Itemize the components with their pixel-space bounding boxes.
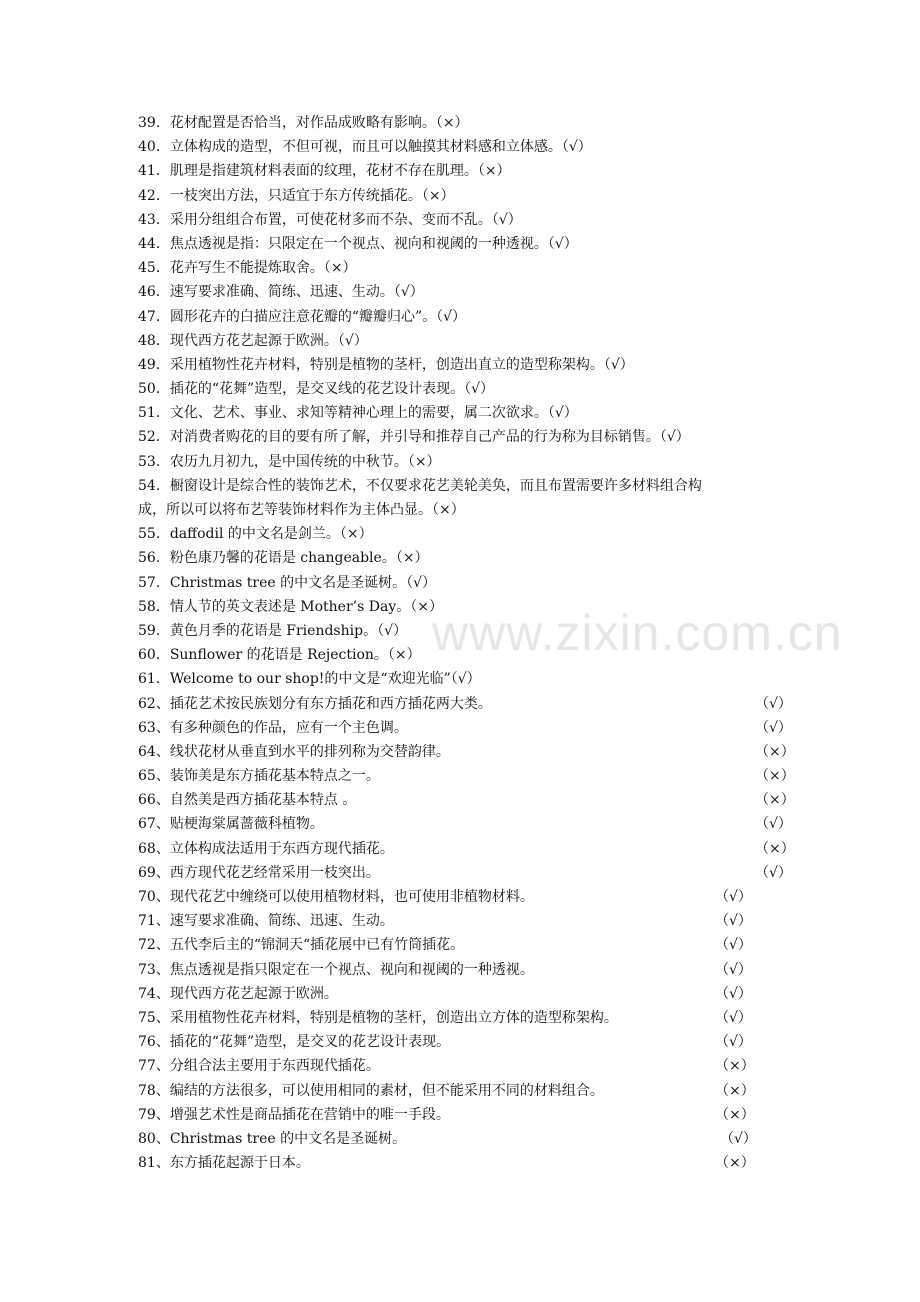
list-item: [138, 159, 798, 183]
item-answer: （√）: [720, 1130, 757, 1147]
item-text: 肌理是指建筑材料表面的纹理，花材不存在肌理。（×）: [169, 163, 511, 180]
item-text: 粉色康乃馨的花语是 changeable。（×）: [169, 550, 429, 567]
item-number: 63、: [138, 719, 170, 736]
item-answer: （×）: [715, 1155, 755, 1172]
item-number: 45．: [138, 260, 170, 277]
list-item: [138, 982, 798, 1006]
item-answer: （√）: [715, 937, 752, 954]
item-answer: （√）: [715, 985, 752, 1002]
list-item: [138, 450, 798, 474]
list-item: [138, 377, 798, 401]
list-item: [138, 619, 798, 643]
list-item: [138, 692, 798, 716]
item-text: 编结的方法很多，可以使用相同的素材，但不能采用不同的材料组合。: [169, 1082, 604, 1099]
item-text: 贴梗海棠属蔷薇科植物。: [169, 816, 324, 833]
item-number: 81、: [138, 1155, 170, 1172]
list-item: [138, 111, 798, 135]
list-item: [138, 1079, 798, 1103]
list-item: [138, 764, 798, 788]
item-answer: （×）: [755, 792, 795, 809]
item-number: 76、: [138, 1034, 170, 1051]
list-item: [138, 667, 798, 691]
item-number: 79、: [138, 1106, 170, 1123]
item-answer: （×）: [715, 1058, 755, 1075]
item-text: Christmas tree 的中文名是圣诞树。: [169, 1130, 407, 1147]
item-number: 49．: [138, 356, 170, 373]
list-item: [138, 595, 798, 619]
item-text: 西方现代花艺经常采用一枝突出。: [169, 864, 380, 881]
item-number: 41．: [138, 163, 170, 180]
item-answer: （×）: [715, 1106, 755, 1123]
item-answer: （√）: [755, 719, 792, 736]
item-number: 53．: [138, 453, 170, 470]
item-text: 橱窗设计是综合性的装饰艺术，不仅要求花艺美轮美奂，而且布置需要许多材料组合构: [169, 477, 702, 494]
list-item: [138, 861, 798, 885]
item-text: 现代花艺中缠绕可以使用植物材料，也可使用非植物材料。: [169, 889, 534, 906]
list-item: [138, 1127, 798, 1151]
item-answer: （√）: [715, 889, 752, 906]
list-item: [138, 1151, 798, 1175]
item-answer: （√）: [755, 695, 792, 712]
item-text: 情人节的英文表述是 Mother’s Day。（×）: [169, 598, 443, 615]
item-number: 48．: [138, 332, 170, 349]
item-text: 立体构成法适用于东西方现代插花。: [169, 840, 394, 857]
question-list: [138, 111, 798, 1175]
item-answer: （√）: [715, 1034, 752, 1051]
list-item: [138, 329, 798, 353]
item-number: 58．: [138, 598, 170, 615]
item-number: 42．: [138, 187, 170, 204]
list-item: [138, 474, 798, 522]
item-text: 采用植物性花卉材料，特别是植物的茎杆，创造出立方体的造型称架构。: [169, 1009, 618, 1026]
item-number: 66、: [138, 792, 170, 809]
item-number: 55．: [138, 526, 170, 543]
item-text: 采用植物性花卉材料，特别是植物的茎杆，创造出直立的造型称架构。（√）: [169, 356, 634, 373]
item-number: 69、: [138, 864, 170, 881]
item-text: 速写要求准确、简练、迅速、生动。: [169, 913, 394, 930]
item-text: 增强艺术性是商品插花在营销中的唯一手段。: [169, 1106, 450, 1123]
list-item: [138, 546, 798, 570]
item-text: 现代西方花艺起源于欧洲。（√）: [169, 332, 368, 349]
item-number: 80、: [138, 1130, 170, 1147]
item-text: 一枝突出方法，只适宜于东方传统插花。（×）: [169, 187, 455, 204]
item-number: 57．: [138, 574, 170, 591]
item-text: 采用分组组合布置，可使花材多而不杂、变而不乱。（√）: [169, 211, 522, 228]
item-answer: （√）: [755, 864, 792, 881]
item-number: 74、: [138, 985, 170, 1002]
item-text: Christmas tree 的中文名是圣诞树。（√）: [169, 574, 437, 591]
item-number: 72、: [138, 937, 170, 954]
item-number: 60．: [138, 647, 170, 664]
item-text: 五代李后主的“锦洞天“插花展中已有竹筒插花。: [169, 937, 465, 954]
item-answer: （√）: [715, 1009, 752, 1026]
item-text: 花材配置是否恰当，对作品成败略有影响。（×）: [169, 115, 469, 131]
list-item: [138, 837, 798, 861]
item-number: 61．: [138, 671, 170, 688]
item-text: 东方插花起源于日本。: [169, 1155, 310, 1172]
item-text: 自然美是西方插花基本特点 。: [169, 792, 357, 809]
item-text: 农历九月初九，是中国传统的中秋节。（×）: [169, 453, 441, 470]
list-item: [138, 305, 798, 329]
list-item: [138, 135, 798, 159]
item-text: 速写要求准确、简练、迅速、生动。（√）: [169, 284, 424, 301]
item-text: Sunflower 的花语是 Rejection。（×）: [169, 647, 421, 664]
item-number: 70、: [138, 889, 170, 906]
list-item: [138, 958, 798, 982]
item-text: 分组合法主要用于东西现代插花。: [169, 1058, 380, 1075]
item-text: 立体构成的造型，不但可视，而且可以触摸其材料感和立体感。（√）: [169, 139, 592, 156]
list-item: [138, 1030, 798, 1054]
item-number: 47．: [138, 308, 170, 325]
item-number: 62、: [138, 695, 170, 712]
item-number: 71、: [138, 913, 170, 930]
item-text: 有多种颜色的作品，应有一个主色调。: [169, 719, 408, 736]
item-number: 46．: [138, 284, 170, 301]
item-text-line: [138, 474, 798, 498]
list-item: [138, 522, 798, 546]
item-text: 插花艺术按民族划分有东方插花和西方插花两大类。: [169, 695, 492, 712]
item-text: 圆形花卉的白描应注意花瓣的“瓣瓣归心”。（√）: [169, 308, 467, 325]
item-number: 39．: [138, 115, 170, 131]
item-number: 65、: [138, 768, 170, 785]
item-number: 43．: [138, 211, 170, 228]
item-number: 67、: [138, 816, 170, 833]
item-answer: （×）: [755, 840, 795, 857]
list-item: [138, 909, 798, 933]
item-text: 线状花材从垂直到水平的排列称为交替韵律。: [169, 743, 450, 760]
item-number: 75、: [138, 1009, 170, 1026]
item-number: 73、: [138, 961, 170, 978]
list-item: [138, 425, 798, 449]
item-text: 插花的“花舞”造型，是交叉线的花艺设计表现。（√）: [169, 381, 495, 398]
item-answer: （√）: [715, 913, 752, 930]
item-answer: （×）: [755, 743, 795, 760]
list-item: [138, 401, 798, 425]
item-answer: （×）: [755, 768, 795, 785]
item-answer: （√）: [715, 961, 752, 978]
list-item: [138, 1054, 798, 1078]
list-item: [138, 232, 798, 256]
list-item: [138, 643, 798, 667]
item-number: 64、: [138, 743, 170, 760]
item-text: 插花的“花舞”造型，是交叉的花艺设计表现。: [169, 1034, 451, 1051]
list-item: [138, 788, 798, 812]
list-item: [138, 184, 798, 208]
list-item: [138, 933, 798, 957]
item-number: 78、: [138, 1082, 170, 1099]
item-text: 装饰美是东方插花基本特点之一。: [169, 768, 380, 785]
list-item: [138, 716, 798, 740]
item-number: 40．: [138, 139, 170, 156]
item-number: 54．: [138, 477, 170, 494]
item-text: 文化、艺术、事业、求知等精神心理上的需要，属二次欲求。（√）: [169, 405, 578, 422]
item-number: 51．: [138, 405, 170, 422]
item-number: 56．: [138, 550, 170, 567]
list-item: [138, 885, 798, 909]
list-item: [138, 1103, 798, 1127]
list-item: [138, 740, 798, 764]
item-text-line: 成，所以可以将布艺等装饰材料作为主体凸显。（×）: [138, 502, 465, 519]
list-item: [138, 812, 798, 836]
watermark: www.zixin.com.cn: [432, 605, 843, 661]
item-answer: （×）: [715, 1082, 755, 1099]
item-text: 焦点透视是指只限定在一个视点、视向和视阈的一种透视。: [169, 961, 534, 978]
item-text: 黄色月季的花语是 Friendship。（√）: [169, 622, 407, 639]
list-item: [138, 208, 798, 232]
item-number: 50．: [138, 381, 170, 398]
item-number: 68、: [138, 840, 170, 857]
item-number: 77、: [138, 1058, 170, 1075]
list-item: [138, 1006, 798, 1030]
item-number: 59．: [138, 622, 170, 639]
item-text: 花卉写生不能提炼取舍。（×）: [169, 260, 357, 277]
item-answer: （√）: [755, 816, 792, 833]
item-text: 现代西方花艺起源于欧洲。: [169, 985, 338, 1002]
item-text: Welcome to our shop!的中文是“欢迎光临”（√）: [169, 671, 481, 688]
list-item: [138, 353, 798, 377]
list-item: [138, 571, 798, 595]
list-item: [138, 256, 798, 280]
list-item: [138, 280, 798, 304]
item-text: daffodil 的中文名是剑兰。（×）: [169, 526, 373, 543]
item-number: 52．: [138, 429, 170, 446]
item-text: 对消费者购花的目的要有所了解，并引导和推荐自己产品的行为称为目标销售。（√）: [169, 429, 690, 446]
item-number: 44．: [138, 235, 170, 252]
item-text: 焦点透视是指：只限定在一个视点、视向和视阈的一种透视。（√）: [169, 235, 578, 252]
